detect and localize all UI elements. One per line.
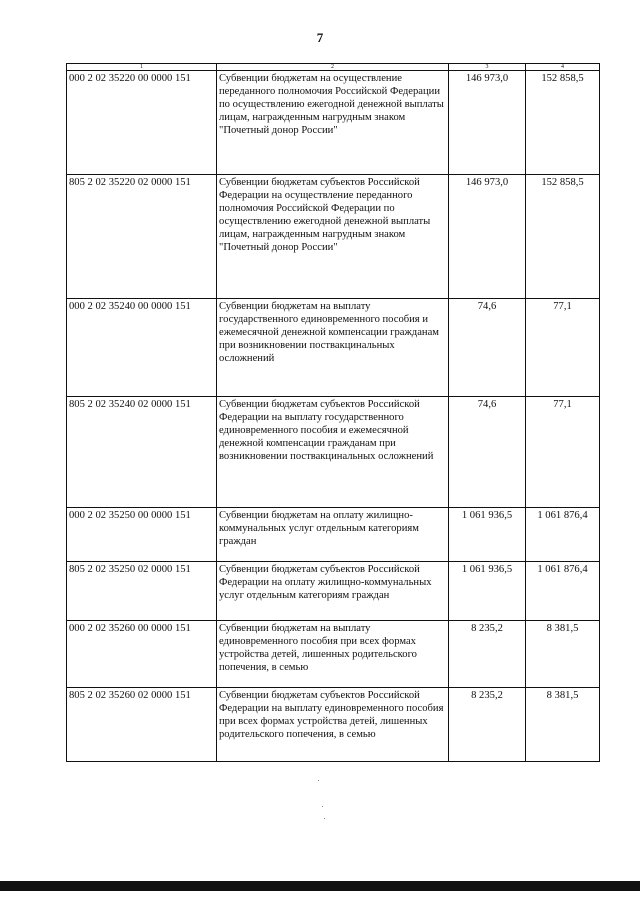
value-column-4: 8 381,5: [526, 621, 600, 688]
column-header-3: 3: [449, 64, 526, 71]
value-column-4: 77,1: [526, 299, 600, 397]
value-column-4: 1 061 876,4: [526, 508, 600, 562]
scan-speck: [322, 806, 323, 807]
table-row: [67, 562, 600, 621]
value-column-4: 1 061 876,4: [526, 562, 600, 621]
table-row: [67, 621, 600, 688]
column-header-4: 4: [526, 64, 600, 71]
row-description: Субвенции бюджетам субъектов Российской Федерации на осуществление переданного полномочия Российской Федерации по осуществлению ежегодной денежной выплаты лицам, награжденным нагрудным знаком "Почетный донор России": [217, 175, 449, 299]
row-description: Субвенции бюджетам на выплату государственного единовременного пособия и ежемесячной денежной компенсации гражданам при возникновении поствакцинальных осложнений: [217, 299, 449, 397]
budget-code: 805 2 02 35240 02 0000 151: [67, 397, 217, 508]
value-column-3: 74,6: [449, 299, 526, 397]
scan-speck: [318, 780, 319, 781]
value-column-3: 8 235,2: [449, 688, 526, 762]
table-row: [67, 71, 600, 175]
value-column-3: 1 061 936,5: [449, 508, 526, 562]
value-column-3: 146 973,0: [449, 175, 526, 299]
budget-code: 805 2 02 35220 02 0000 151: [67, 175, 217, 299]
scan-border-bar: [0, 881, 640, 891]
value-column-3: 1 061 936,5: [449, 562, 526, 621]
value-column-4: 77,1: [526, 397, 600, 508]
budget-code: 000 2 02 35250 00 0000 151: [67, 508, 217, 562]
budget-code: 000 2 02 35260 00 0000 151: [67, 621, 217, 688]
value-column-4: 152 858,5: [526, 175, 600, 299]
value-column-4: 152 858,5: [526, 71, 600, 175]
scan-speck: [324, 818, 325, 819]
value-column-3: 146 973,0: [449, 71, 526, 175]
budget-code: 805 2 02 35250 02 0000 151: [67, 562, 217, 621]
row-description: Субвенции бюджетам субъектов Российской Федерации на выплату единовременного пособия при всех формах устройства детей, лишенных родительского попечения, в семью: [217, 688, 449, 762]
table-row: [67, 397, 600, 508]
header-row: [67, 64, 600, 71]
value-column-3: 74,6: [449, 397, 526, 508]
row-description: Субвенции бюджетам субъектов Российской Федерации на оплату жилищно-коммунальных услуг отдельным категориям граждан: [217, 562, 449, 621]
budget-code: 000 2 02 35220 00 0000 151: [67, 71, 217, 175]
table-row: [67, 688, 600, 762]
value-column-3: 8 235,2: [449, 621, 526, 688]
table-row: [67, 508, 600, 562]
column-header-2: 2: [217, 64, 449, 71]
budget-table: [66, 63, 600, 762]
value-column-4: 8 381,5: [526, 688, 600, 762]
row-description: Субвенции бюджетам на оплату жилищно-коммунальных услуг отдельным категориям граждан: [217, 508, 449, 562]
column-header-1: 1: [67, 64, 217, 71]
table-row: [67, 175, 600, 299]
budget-code: 805 2 02 35260 02 0000 151: [67, 688, 217, 762]
budget-code: 000 2 02 35240 00 0000 151: [67, 299, 217, 397]
row-description: Субвенции бюджетам на выплату единовременного пособия при всех формах устройства детей, лишенных родительского попечения, в семью: [217, 621, 449, 688]
page-number: 7: [316, 30, 324, 45]
row-description: Субвенции бюджетам субъектов Российской Федерации на выплату государственного единовременного пособия и ежемесячной денежной компенсации гражданам при возникновении поствакцинальных осложнений: [217, 397, 449, 508]
table-row: [67, 299, 600, 397]
row-description: Субвенции бюджетам на осуществление переданного полномочия Российской Федерации по осуществлению ежегодной денежной выплаты лицам, награжденным нагрудным знаком "Почетный донор России": [217, 71, 449, 175]
